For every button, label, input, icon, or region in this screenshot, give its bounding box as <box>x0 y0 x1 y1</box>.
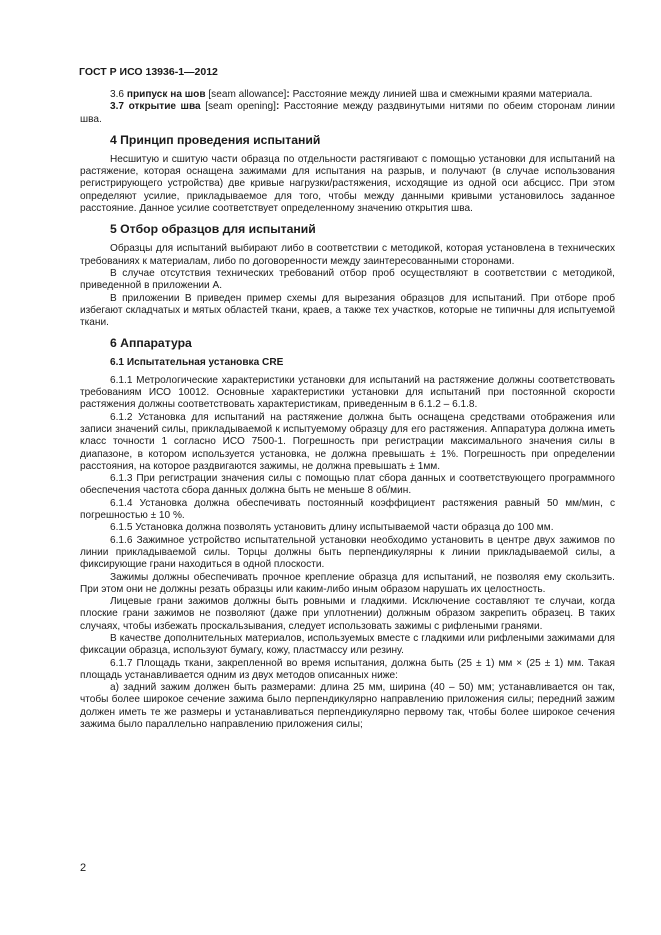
paragraph-6-1-3: 6.1.3 При регистрации значения силы с помощью плат сбора данных и соответствующего программного обеспечения частота сбора данных должна быть не меньше 8 об/мин. <box>80 473 615 497</box>
paragraph-6-1-1: 6.1.1 Метрологические характеристики установки для испытаний на растяжение должны соответствовать требованиям ИСО 10012. Основные характеристики установки для испытаний при постоянной скорости растяжения должны соответствовать характеристикам, приведенным в 6.1.2 – 6.1.8. <box>80 374 615 411</box>
definition-term: открытие шва <box>128 101 201 113</box>
paragraph-6-1-5: 6.1.5 Установка должна позволять установить длину испытываемой части образца до 100 мм. <box>110 522 554 534</box>
page-number: 2 <box>80 862 87 874</box>
paragraph-6-1-6: 6.1.6 Зажимное устройство испытательной установки необходимо установить в центре двух зажимов по линии прикладываемой силы. Торцы должны быть перпендикулярны к линии прикладываемой силы, а фиксирующие грани находиться в одной плоскости. <box>80 534 615 571</box>
definition-number: 3.6 <box>110 89 125 100</box>
definition-3-7 <box>80 101 615 126</box>
definition-english: [seam allowance] <box>208 89 287 100</box>
section-5-paragraph-1: Образцы для испытаний выбирают либо в соответствии с методикой, которая установлена в технических требованиях к материалам, либо по договоренности между заинтересованными сторонами. <box>80 243 615 267</box>
definition-text: Расстояние между раздвинутыми нитями по обеим сторонам линии шва. <box>80 101 615 125</box>
paragraph-additional-materials: В качестве дополнительных материалов, используемых вместе с гладкими или рифлеными зажимами для фиксации образца, используют бумагу, кожу, пластмассу или резину. <box>80 632 615 657</box>
paragraph-6-1-4: 6.1.4 Установка должна обеспечивать постоянный коэффициент растяжения равный 50 мм/мин, с погрешностью ± 10 %. <box>80 497 615 522</box>
section-4-heading: 4 Принцип проведения испытаний <box>110 132 321 147</box>
paragraph-6-1-2: 6.1.2 Установка для испытаний на растяжение должна быть оснащена средствами отображения или записи значений силы, прикладываемой к испытуемому образцу для его растяжения. Аппаратура должна иметь класс точности 1 согласно ИСО 7500-1. Погрешность при регистрации максимального значения силы в диапазоне, в котором используется установка, не должна превышать ± 1%. Погрешность при определении расстояния, на которое раздвигаются зажимы, не должна превышать ± 1мм. <box>80 411 615 472</box>
section-5-paragraph-3: В приложении В приведен пример схемы для вырезания образцов для испытаний. При отборе проб избегают складчатых и мятых областей ткани, краев, а также тех участков, которые не типичны для испытуемой ткани. <box>80 292 615 329</box>
paragraph-clamp-faces: Лицевые грани зажимов должны быть ровными и гладкими. Исключение составляют те случаи, когда плоские грани зажимов не позволяют (даже при уплотнении) должным образом закрепить образец. В таких случаях, чтобы избежать проскальзывания, следует использовать зажимы с рифлеными гранями. <box>80 596 615 632</box>
definition-text: Расстояние между линией шва и смежными краями материала. <box>292 89 593 100</box>
section-5-heading: 5 Отбор образцов для испытаний <box>110 222 316 237</box>
definition-term: припуск на шов <box>126 89 206 100</box>
definition-english: [seam opening] <box>205 101 276 113</box>
paragraph-6-1-7-a: а) задний зажим должен быть размерами: длина 25 мм, ширина (40 – 50) мм; устанавливается он так, чтобы более широкое сечение зажима было перпендикулярно направлению приложения силы; передний зажим должен иметь те же размеры и устанавливаться перпендикулярно первому так, чтобы более широкое сечения зажима было параллельно направлению приложения силы; <box>80 682 615 731</box>
section-6-heading: 6 Аппаратура <box>110 336 192 351</box>
definition-3-6 <box>80 89 615 101</box>
definition-colon: : <box>275 101 280 113</box>
definition-colon: : <box>286 89 290 100</box>
section-4-paragraph: Несшитую и сшитую части образца по отдельности растягивают с помощью установки для испытаний на растяжение, которая оснащена зажимами для испытания на разрыв, и получают (в случае использования регистрирующего устройства) две кривые нагрузки/растяжения, исходящие из одной оси абсцисс. При этом определяют усилие, прикладываемое для того, чтобы между данными кривыми установилось заданное расстояние. Данное усилие соответствует определенному значению открытия шва. <box>80 153 615 215</box>
definition-number: 3.7 <box>110 101 125 113</box>
paragraph-6-1-7: 6.1.7 Площадь ткани, закрепленной во время испытания, должна быть (25 ± 1) мм × (25 ± 1) мм. Такая площадь устанавливается одним из двух методов описанных ниже: <box>80 657 615 681</box>
subsection-6-1-heading: 6.1 Испытательная установка CRE <box>110 357 284 369</box>
paragraph-clamps-grip: Зажимы должны обеспечивать прочное крепление образца для испытаний, не позволяя ему скользить. При этом они не должны резать образцы или каким-либо иным образом нарушать их целостность. <box>80 571 615 595</box>
document-header: ГОСТ Р ИСО 13936-1—2012 <box>79 66 218 78</box>
section-5-paragraph-2: В случае отсутствия технических требований отбор проб осуществляют в соответствии с методикой, приведенной в приложении А. <box>80 267 615 292</box>
document-body <box>80 89 615 731</box>
